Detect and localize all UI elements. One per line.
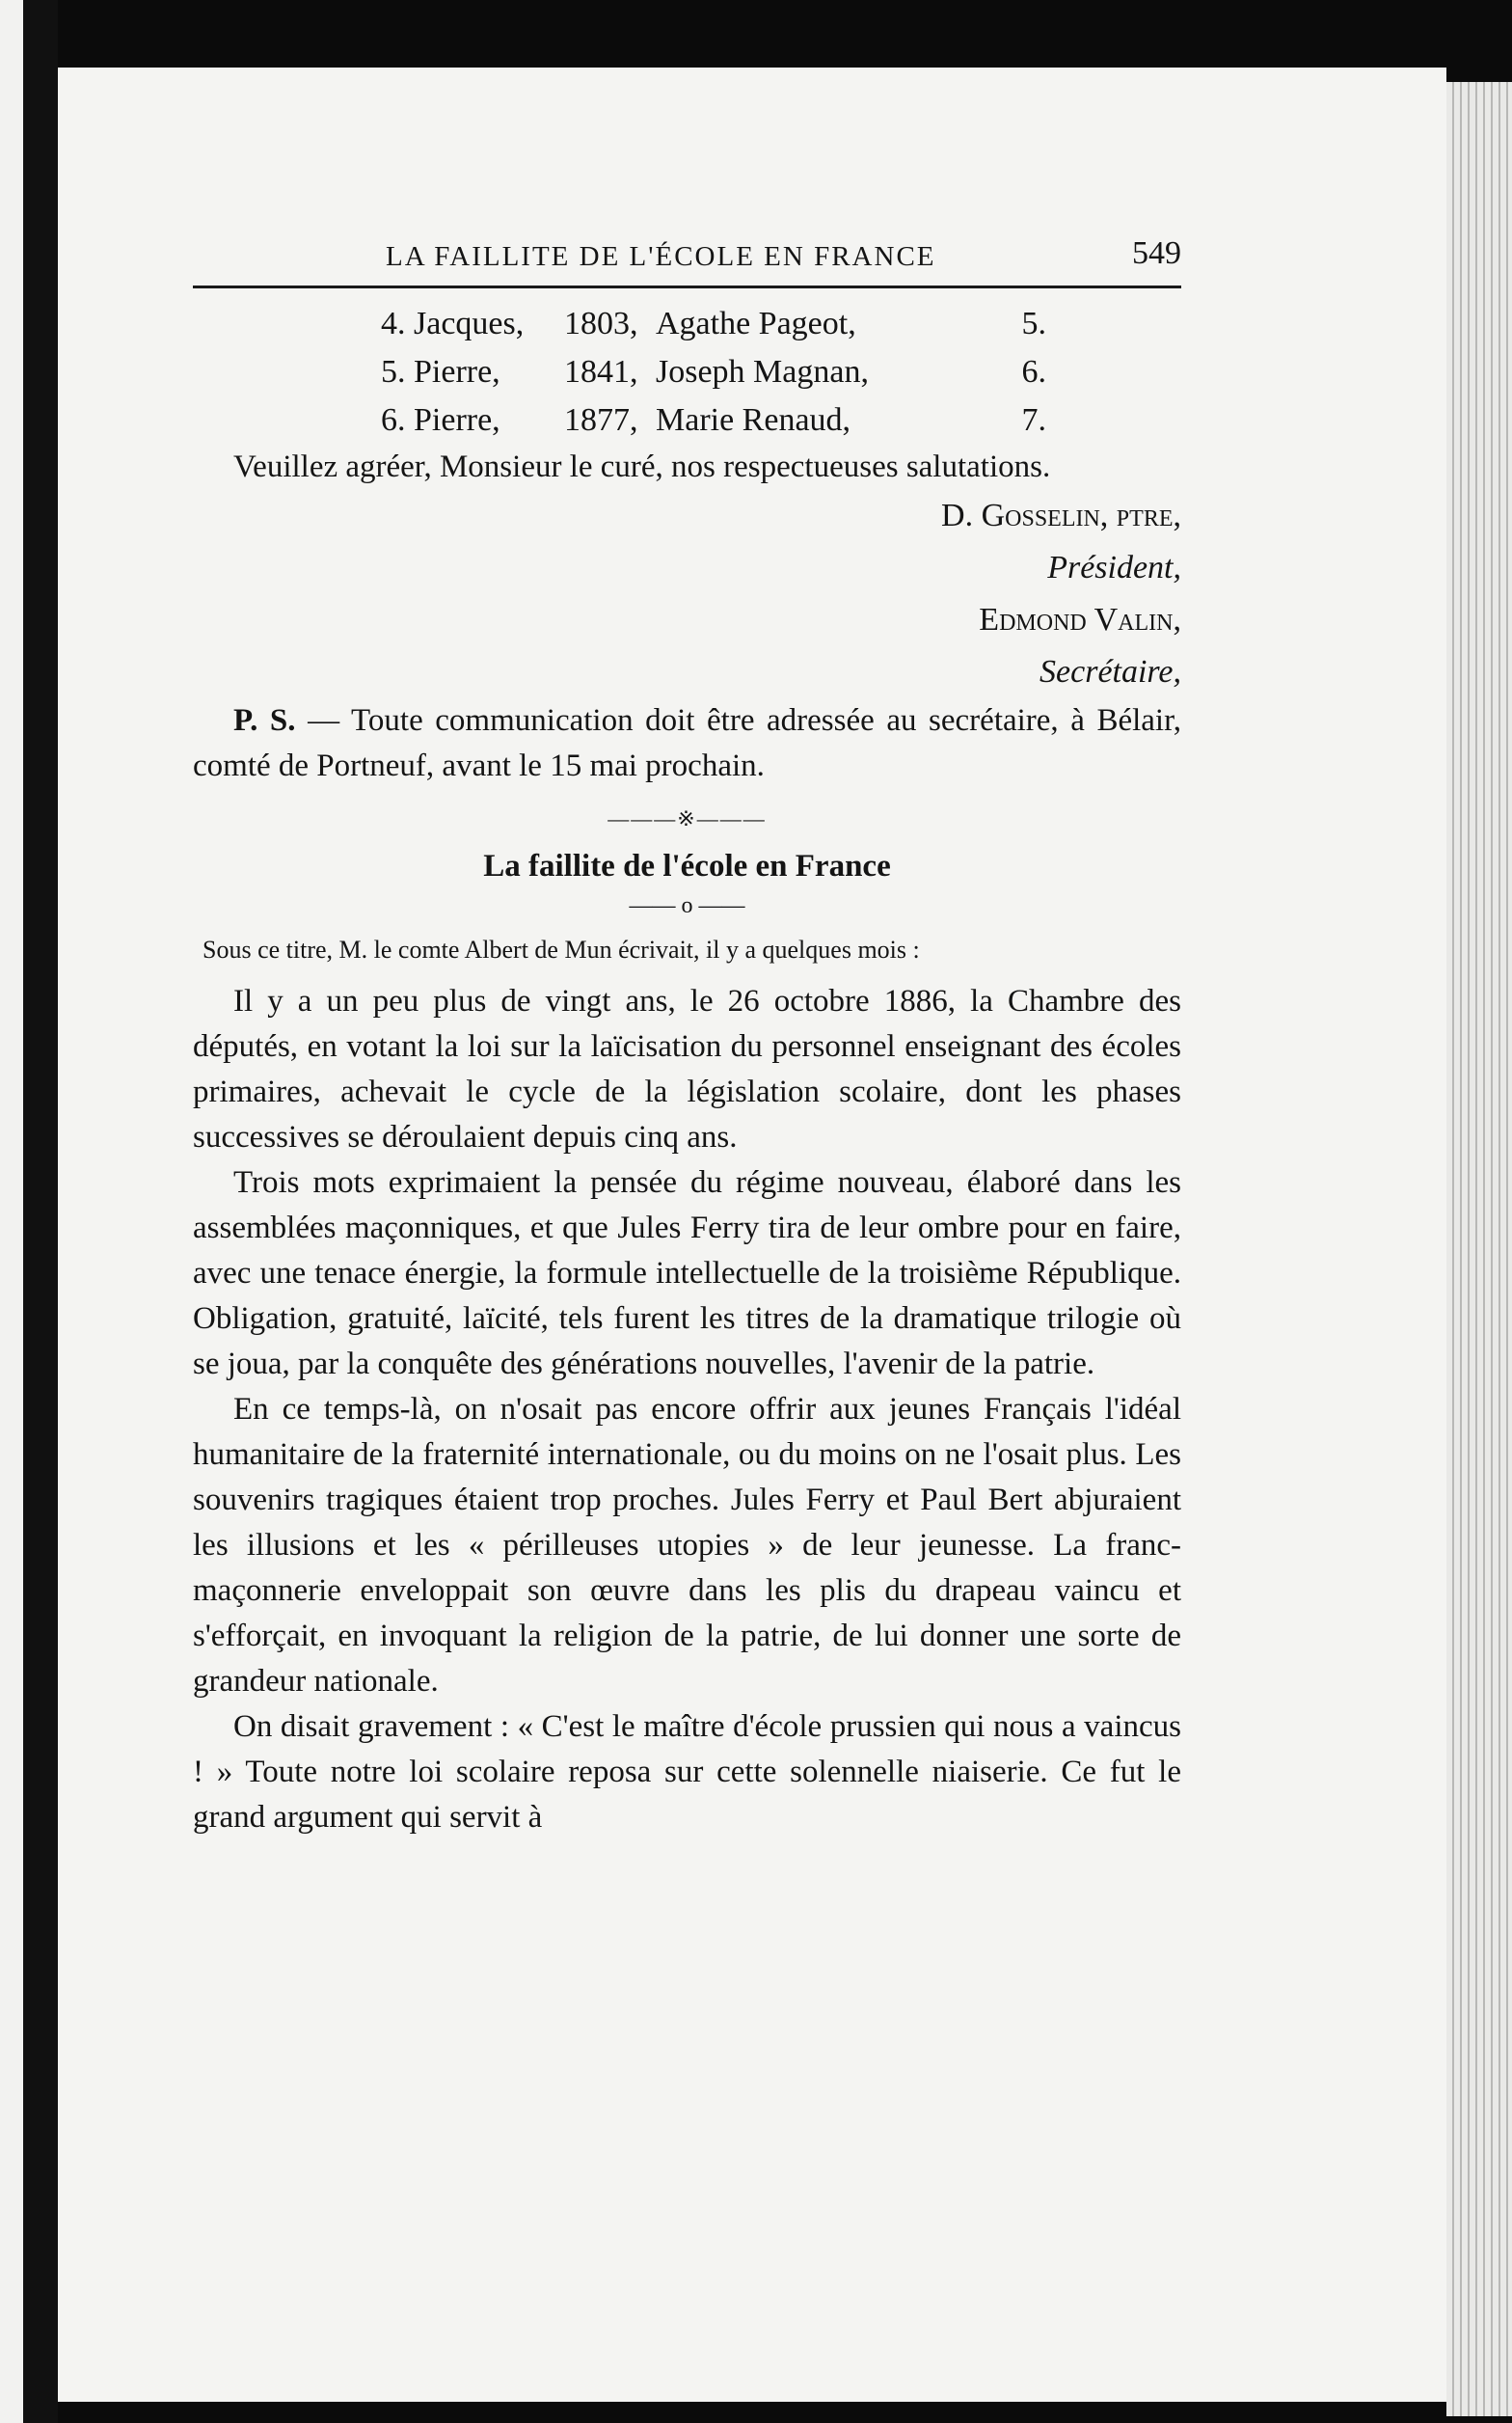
body-paragraph: Trois mots exprimaient la pensée du régime nouveau, élaboré dans les assemblées maçonniques, et que Jules Ferry tira de leur ombre pour en faire, avec une tenace énergie, la formule intellectuelle de la troisième République. Obligation, gratuité, laïcité, tels furent les titres de la dramatique trilogie où se joua, par la conquête des générations nouvelles, l'avenir de la patrie. xyxy=(193,1165,1181,1381)
person-name: 4. Jacques, xyxy=(381,306,525,341)
signature-block xyxy=(193,490,1181,698)
body-paragraph: Il y a un peu plus de vingt ans, le 26 octobre 1886, la Chambre des députés, en votant la loi sur la laïcisation du personnel enseignant des écoles primaires, achevait le cycle de la législation scolaire, dont les phases successives se déroulaient depuis cinq ans. xyxy=(193,984,1181,1155)
running-title: LA FAILLITE DE L'ÉCOLE EN FRANCE xyxy=(386,241,936,272)
postscript-label: P. S. xyxy=(233,703,296,738)
page-content xyxy=(193,235,1182,1840)
postscript-text: — Toute communication doit être adressée au secrétaire, à Bélair, comté de Portneuf, avant le 15 mai prochain. xyxy=(193,703,1182,783)
postscript xyxy=(193,698,1181,789)
signature-name-1: D. Gosselin, ptre, xyxy=(941,498,1181,533)
spouse-name: Joseph Magnan, xyxy=(656,354,869,390)
signature-role-1: Président, xyxy=(1047,550,1181,585)
generation-number: 5. xyxy=(1021,306,1046,341)
list-item xyxy=(381,348,1046,396)
generation-number: 7. xyxy=(1021,402,1046,438)
section-intro: Sous ce titre, M. le comte Albert de Mun écrivait, il y a quelques mois : xyxy=(202,936,920,964)
signature-role-2: Secrétaire, xyxy=(1040,654,1181,690)
spouse-name: Marie Renaud, xyxy=(656,402,851,438)
genealogy-list xyxy=(381,300,1046,445)
closing-paragraph: Veuillez agréer, Monsieur le curé, nos respectueuses salutations. xyxy=(233,449,1051,484)
list-item xyxy=(381,300,1046,348)
body-paragraph: On disait gravement : « C'est le maître d'école prussien qui nous a vaincus ! » Toute notre loi scolaire reposa sur cette solennelle niaiserie. Ce fut le grand argument qui servit à xyxy=(193,1709,1181,1835)
list-item xyxy=(381,396,1046,445)
left-page-edge xyxy=(0,0,58,2423)
generation-number: 6. xyxy=(1021,354,1046,390)
section-title: La faillite de l'école en France xyxy=(483,849,891,884)
signature-name-2: Edmond Valin, xyxy=(979,602,1181,638)
section-separator: —— o —— xyxy=(629,893,745,918)
body-paragraph: En ce temps-là, on n'osait pas encore offrir aux jeunes Français l'idéal humanitaire de la fraternité internationale, ou du moins on ne l'osait plus. Les souvenirs tragiques étaient trop proches. Jules Ferry et Paul Bert abjuraient les illusions et les « périlleuses utopies » de leur jeunesse. La franc-maçonnerie enveloppait son œuvre dans les plis du drapeau vaincu et s'efforçait, en invoquant la religion de la patrie, de lui donner une sorte de grandeur nationale. xyxy=(193,1392,1181,1699)
person-name: 6. Pierre, xyxy=(381,402,500,438)
person-name: 5. Pierre, xyxy=(381,354,500,390)
marriage-year: 1841, xyxy=(564,354,638,390)
marriage-year: 1877, xyxy=(564,402,638,438)
spouse-name: Agathe Pageot, xyxy=(656,306,856,341)
running-header xyxy=(193,235,1181,288)
marriage-year: 1803, xyxy=(564,306,638,341)
page-stack-edge xyxy=(1446,82,1512,2416)
page-number: 549 xyxy=(1132,235,1181,271)
ornament-divider: ———※——— xyxy=(608,806,767,830)
